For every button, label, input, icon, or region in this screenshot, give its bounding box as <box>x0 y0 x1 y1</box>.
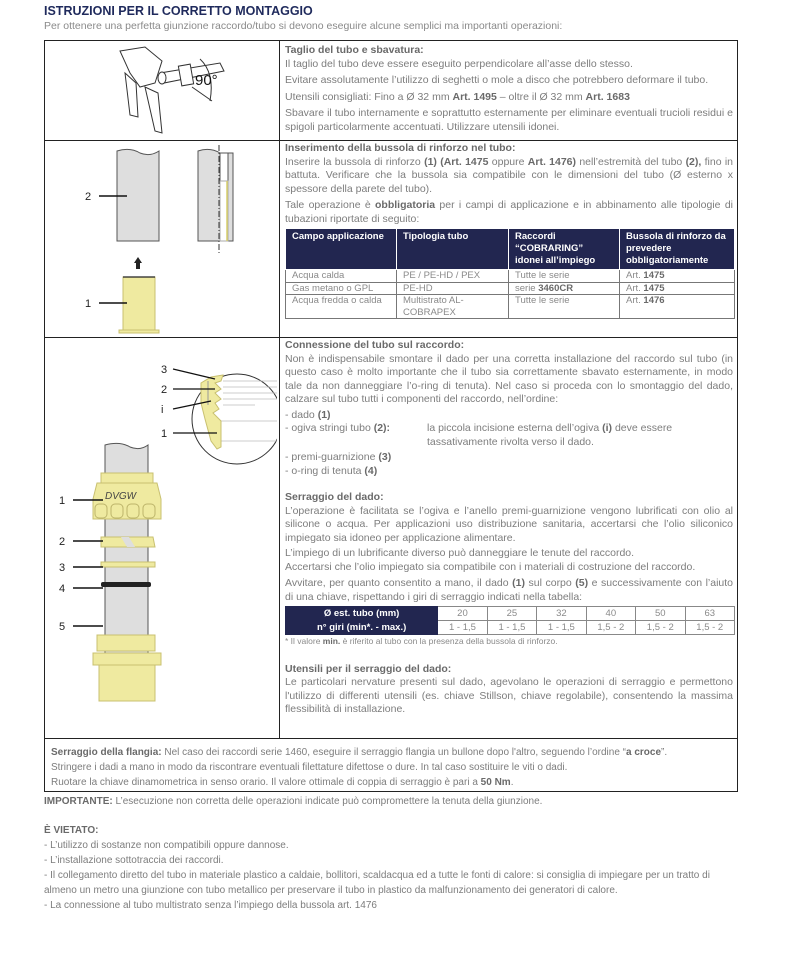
list-item: - L’utilizzo di sostanze non compatibili oppure dannose. <box>44 840 289 851</box>
text: Tutte le serie <box>515 270 570 281</box>
reinforcement-bush-illustration <box>75 145 275 335</box>
table-row <box>286 282 735 295</box>
paragraph: Non è indispensabile smontare il dado per una corretta installazione del raccordo sul tubo (in questo caso è molto importante che il tubo sia correttamente sbavato esternamente, in modo tale da non danneggiare l’o-ring di tenuta). Nel caso si proceda con lo smontaggio del dado, calzare sul tubo tutti i componenti del raccordo, nell’ordine: <box>285 352 733 405</box>
cell <box>620 270 735 283</box>
cell: 40 <box>586 607 635 621</box>
text: L’esecuzione non corretta delle operazioni indicate può compromettere la tenuta della giunzione. <box>112 796 543 807</box>
cell: Gas metano o GPL <box>286 282 397 295</box>
list-item: - La connessione al tubo multistrato senza l’impiego della bussola art. 1476 <box>44 900 377 911</box>
ref: (i) <box>602 422 613 434</box>
text: . <box>510 777 514 788</box>
cell <box>620 282 735 295</box>
table-row <box>286 270 735 283</box>
cell <box>509 282 620 295</box>
text: Avvitare, per quanto consentito a mano, il dado <box>285 577 513 589</box>
text: - ogiva stringi tubo <box>285 422 374 434</box>
callout-label: 1 <box>59 495 66 507</box>
callout-label: 3 <box>59 562 66 574</box>
text: 3460CR <box>538 282 574 294</box>
cell: 1 - 1,5 <box>438 621 487 635</box>
cell: Multistrato AL-COBRAPEX <box>397 295 509 319</box>
ref: (1) <box>512 577 525 589</box>
callout-label: 1 <box>85 298 92 310</box>
text: la piccola incisione esterna dell’ogiva <box>427 422 603 434</box>
paragraph <box>285 199 733 226</box>
callout-label: 3 <box>161 364 168 376</box>
text: - dado <box>285 408 318 421</box>
text: Art. <box>626 282 644 294</box>
paragraph: Stringere i dadi a mano in modo da riscontrare eventuali filettature difettose o dure. In tal caso sostituire le viti o dadi. <box>51 762 568 773</box>
nut-marking: DVGW <box>105 491 137 502</box>
row-header: Ø est. tubo (mm) <box>286 607 438 621</box>
paragraph: Evitare assolutamente l’utilizzo di seghetti o mole a disco che potrebbero deformare il tubo. <box>285 74 709 86</box>
section-heading: Inserimento della bussola di rinforzo nel tubo: <box>285 142 516 154</box>
paragraph <box>51 745 735 760</box>
paragraph: Sbavare il tubo internamente e soprattutto esternamente per eliminare eventuali trucioli residui e spigoli particolarmente accentuati. Utilizzare utensili idonei. <box>285 107 733 133</box>
callout-label: 2 <box>161 384 168 396</box>
table-row <box>286 607 735 621</box>
list-item: - L’installazione sottotraccia dei raccordi. <box>44 855 224 866</box>
paragraph: Le particolari nervature presenti sul dado, agevolano le operazioni di serraggio e permettono l'utilizzo di differenti utensili (es. chiave Stillson, chiave regolabile), consentendo la massima flessibilità di installazione. <box>285 676 733 715</box>
section-cutting <box>285 44 733 136</box>
cell: 50 <box>636 607 685 621</box>
text: oppure <box>488 155 528 168</box>
callout-label: 4 <box>59 583 66 595</box>
section-heading: Taglio del tubo e sbavatura: <box>285 44 424 56</box>
text: Art. <box>626 270 644 281</box>
ref: (3) <box>378 451 392 463</box>
paragraph: Accertarsi che l’olio impiegato sia compatibile con i materiali di costruzione del raccordo. <box>285 560 696 573</box>
list-item: - Il collegamento diretto del tubo in materiale plastico a caldaie, bollitori, scaldacqua ed a tutte le fonti di calore: si consiglia di impiegare per un tratto di almeno un metro una giunzione con tubo metallico per preservare il tubo in plastico da malfunzionamento dei generatori di calore. <box>44 870 710 896</box>
text: fino in battuta. Verificare che la bussola sia compatibile con le dimensioni del tubo (Ø esterno x spessore della parete del tubo). <box>285 155 734 195</box>
fitting-illustration <box>45 341 277 736</box>
paragraph <box>285 91 733 105</box>
paragraph: Il taglio del tubo deve essere eseguito perpendicolare all’asse dello stesso. <box>285 57 633 70</box>
column-header: Raccordi “COBRARING” idonei all’impiego <box>509 229 620 270</box>
list-item <box>285 409 733 423</box>
ref: (1) (Art. 1475 <box>424 155 489 168</box>
instructions-frame <box>44 40 738 792</box>
callout-label: 2 <box>59 536 66 548</box>
cell <box>509 295 620 319</box>
list-item <box>285 465 733 479</box>
emphasis: a croce <box>626 747 662 758</box>
paragraph: L’operazione è facilitata se l’ogiva e l’anello premi-guarnizione vengono lubrificati con olio al silicone o acqua. Per applicazioni uso distribuzione sanitaria, accertarsi che l’olio siliconico impiegato sia idoneo per applicazione alimentare. <box>285 504 733 544</box>
table-row <box>286 295 735 319</box>
list-item <box>285 451 733 465</box>
cell: 1 - 1,5 <box>537 621 586 635</box>
text: Art. <box>626 295 644 306</box>
callout-label: 5 <box>59 621 66 633</box>
cell: Acqua fredda o calda <box>286 295 397 319</box>
text: nell’estremità del tubo <box>576 155 686 168</box>
emphasis: obbligatoria <box>375 199 436 211</box>
text: 1476 <box>643 295 665 306</box>
cell: PE / PE-HD / PEX <box>397 270 509 283</box>
row-header: n° giri (min*. - max.) <box>286 621 438 635</box>
cell: 1,5 - 2 <box>636 621 685 635</box>
pipe-cutter-illustration <box>100 43 240 139</box>
component-list <box>285 409 733 479</box>
text: 1475 <box>643 282 665 294</box>
section-bush-insertion <box>285 142 734 318</box>
callout-label: 2 <box>85 191 92 203</box>
text: Utensili consigliati: Fino a Ø 32 mm <box>285 90 453 103</box>
section-divider <box>45 738 737 739</box>
ref: (4) <box>364 464 378 477</box>
article-ref: Art. 1683 <box>585 90 630 103</box>
cell: 32 <box>537 607 586 621</box>
angle-label: 90° <box>195 72 218 89</box>
cell: Acqua calda <box>286 270 397 283</box>
table-footnote <box>285 635 733 649</box>
paragraph <box>51 775 735 790</box>
section-divider <box>45 140 737 141</box>
flange-section <box>51 745 735 790</box>
text: serie <box>515 282 539 294</box>
section-divider <box>45 337 737 338</box>
ref: Art. 1476) <box>527 155 577 168</box>
callout-label: 1 <box>161 428 168 440</box>
text: ”. <box>661 747 668 758</box>
cell: 1,5 - 2 <box>586 621 635 635</box>
text: Nel caso dei raccordi serie 1460, eseguire il serraggio flangia un bullone dopo l'altro, seguendo l’ordine “ <box>161 747 627 758</box>
forbidden-section <box>44 823 744 913</box>
section-connection <box>285 339 733 719</box>
section-heading: È VIETATO: <box>44 825 99 836</box>
cell <box>620 295 735 319</box>
text: Ruotare la chiave dinamometrica in senso orario. Il valore ottimale di coppia di serraggio è pari a <box>51 777 481 788</box>
table-row <box>286 621 735 635</box>
cell: PE-HD <box>397 282 509 295</box>
ref: (2): <box>373 422 391 434</box>
text: Inserire la bussola di rinforzo <box>285 155 425 168</box>
column-divider <box>279 41 280 738</box>
section-heading: Serraggio della flangia: <box>51 747 162 758</box>
article-ref: Art. 1495 <box>452 90 497 103</box>
table-header-row <box>286 229 735 270</box>
section-heading: Serraggio del dado: <box>285 491 384 503</box>
cell: 20 <box>438 607 487 621</box>
paragraph <box>285 156 733 197</box>
column-header: Bussola di rinforzo da prevedere obbligatoriamente <box>620 229 735 270</box>
application-table <box>285 228 735 319</box>
text: - premi-guarnizione <box>285 451 379 463</box>
cell: 1 - 1,5 <box>487 621 536 635</box>
text: – oltre il Ø 32 mm <box>496 90 586 103</box>
cell <box>509 270 620 283</box>
text: Tutte le serie <box>515 295 570 306</box>
text: e successivamente con l’aiuto di una chiave, rispettando i giri di serraggio indicati nella tabella: <box>285 577 733 603</box>
callout-label: i <box>161 404 164 416</box>
important-note <box>44 794 542 809</box>
list-item <box>285 422 733 449</box>
text: sul corpo <box>524 577 576 589</box>
label: IMPORTANTE: <box>44 796 113 807</box>
text: per i campi di applicazione e in abbinamento alle tipologie di tubazioni riportate di seguito: <box>285 199 734 225</box>
section-heading: Connessione del tubo sul raccordo: <box>285 339 465 351</box>
cell: 1,5 - 2 <box>685 621 735 635</box>
cell: 25 <box>487 607 536 621</box>
page-title: ISTRUZIONI PER IL CORRETTO MONTAGGIO <box>44 4 313 18</box>
text: è riferito al tubo con la presenza della bussola di rinforzo. <box>340 636 558 646</box>
text: deve essere tassativamente rivolta verso il dado. <box>427 422 673 448</box>
text: Tale operazione è <box>285 199 376 211</box>
ref: (5) <box>575 577 589 589</box>
paragraph: L’impiego di un lubrificante diverso può danneggiare le tenute del raccordo. <box>285 547 635 559</box>
ref: (2), <box>685 155 702 168</box>
text: - o-ring di tenuta <box>285 464 365 477</box>
emphasis: 50 Nm <box>480 777 511 788</box>
section-heading: Utensili per il serraggio del dado: <box>285 662 452 675</box>
torque-table <box>285 606 735 635</box>
text: * Il valore <box>285 636 323 646</box>
page-subtitle: Per ottenere una perfetta giunzione raccordo/tubo si devono eseguire alcune semplici ma importanti operazioni: <box>44 20 563 32</box>
column-header: Tipologia tubo <box>397 229 509 270</box>
ref: (1) <box>317 408 331 421</box>
paragraph <box>285 577 733 604</box>
cell: 63 <box>685 607 735 621</box>
text: 1475 <box>643 270 665 281</box>
column-header: Campo applicazione <box>286 229 397 270</box>
text: min. <box>322 636 341 646</box>
